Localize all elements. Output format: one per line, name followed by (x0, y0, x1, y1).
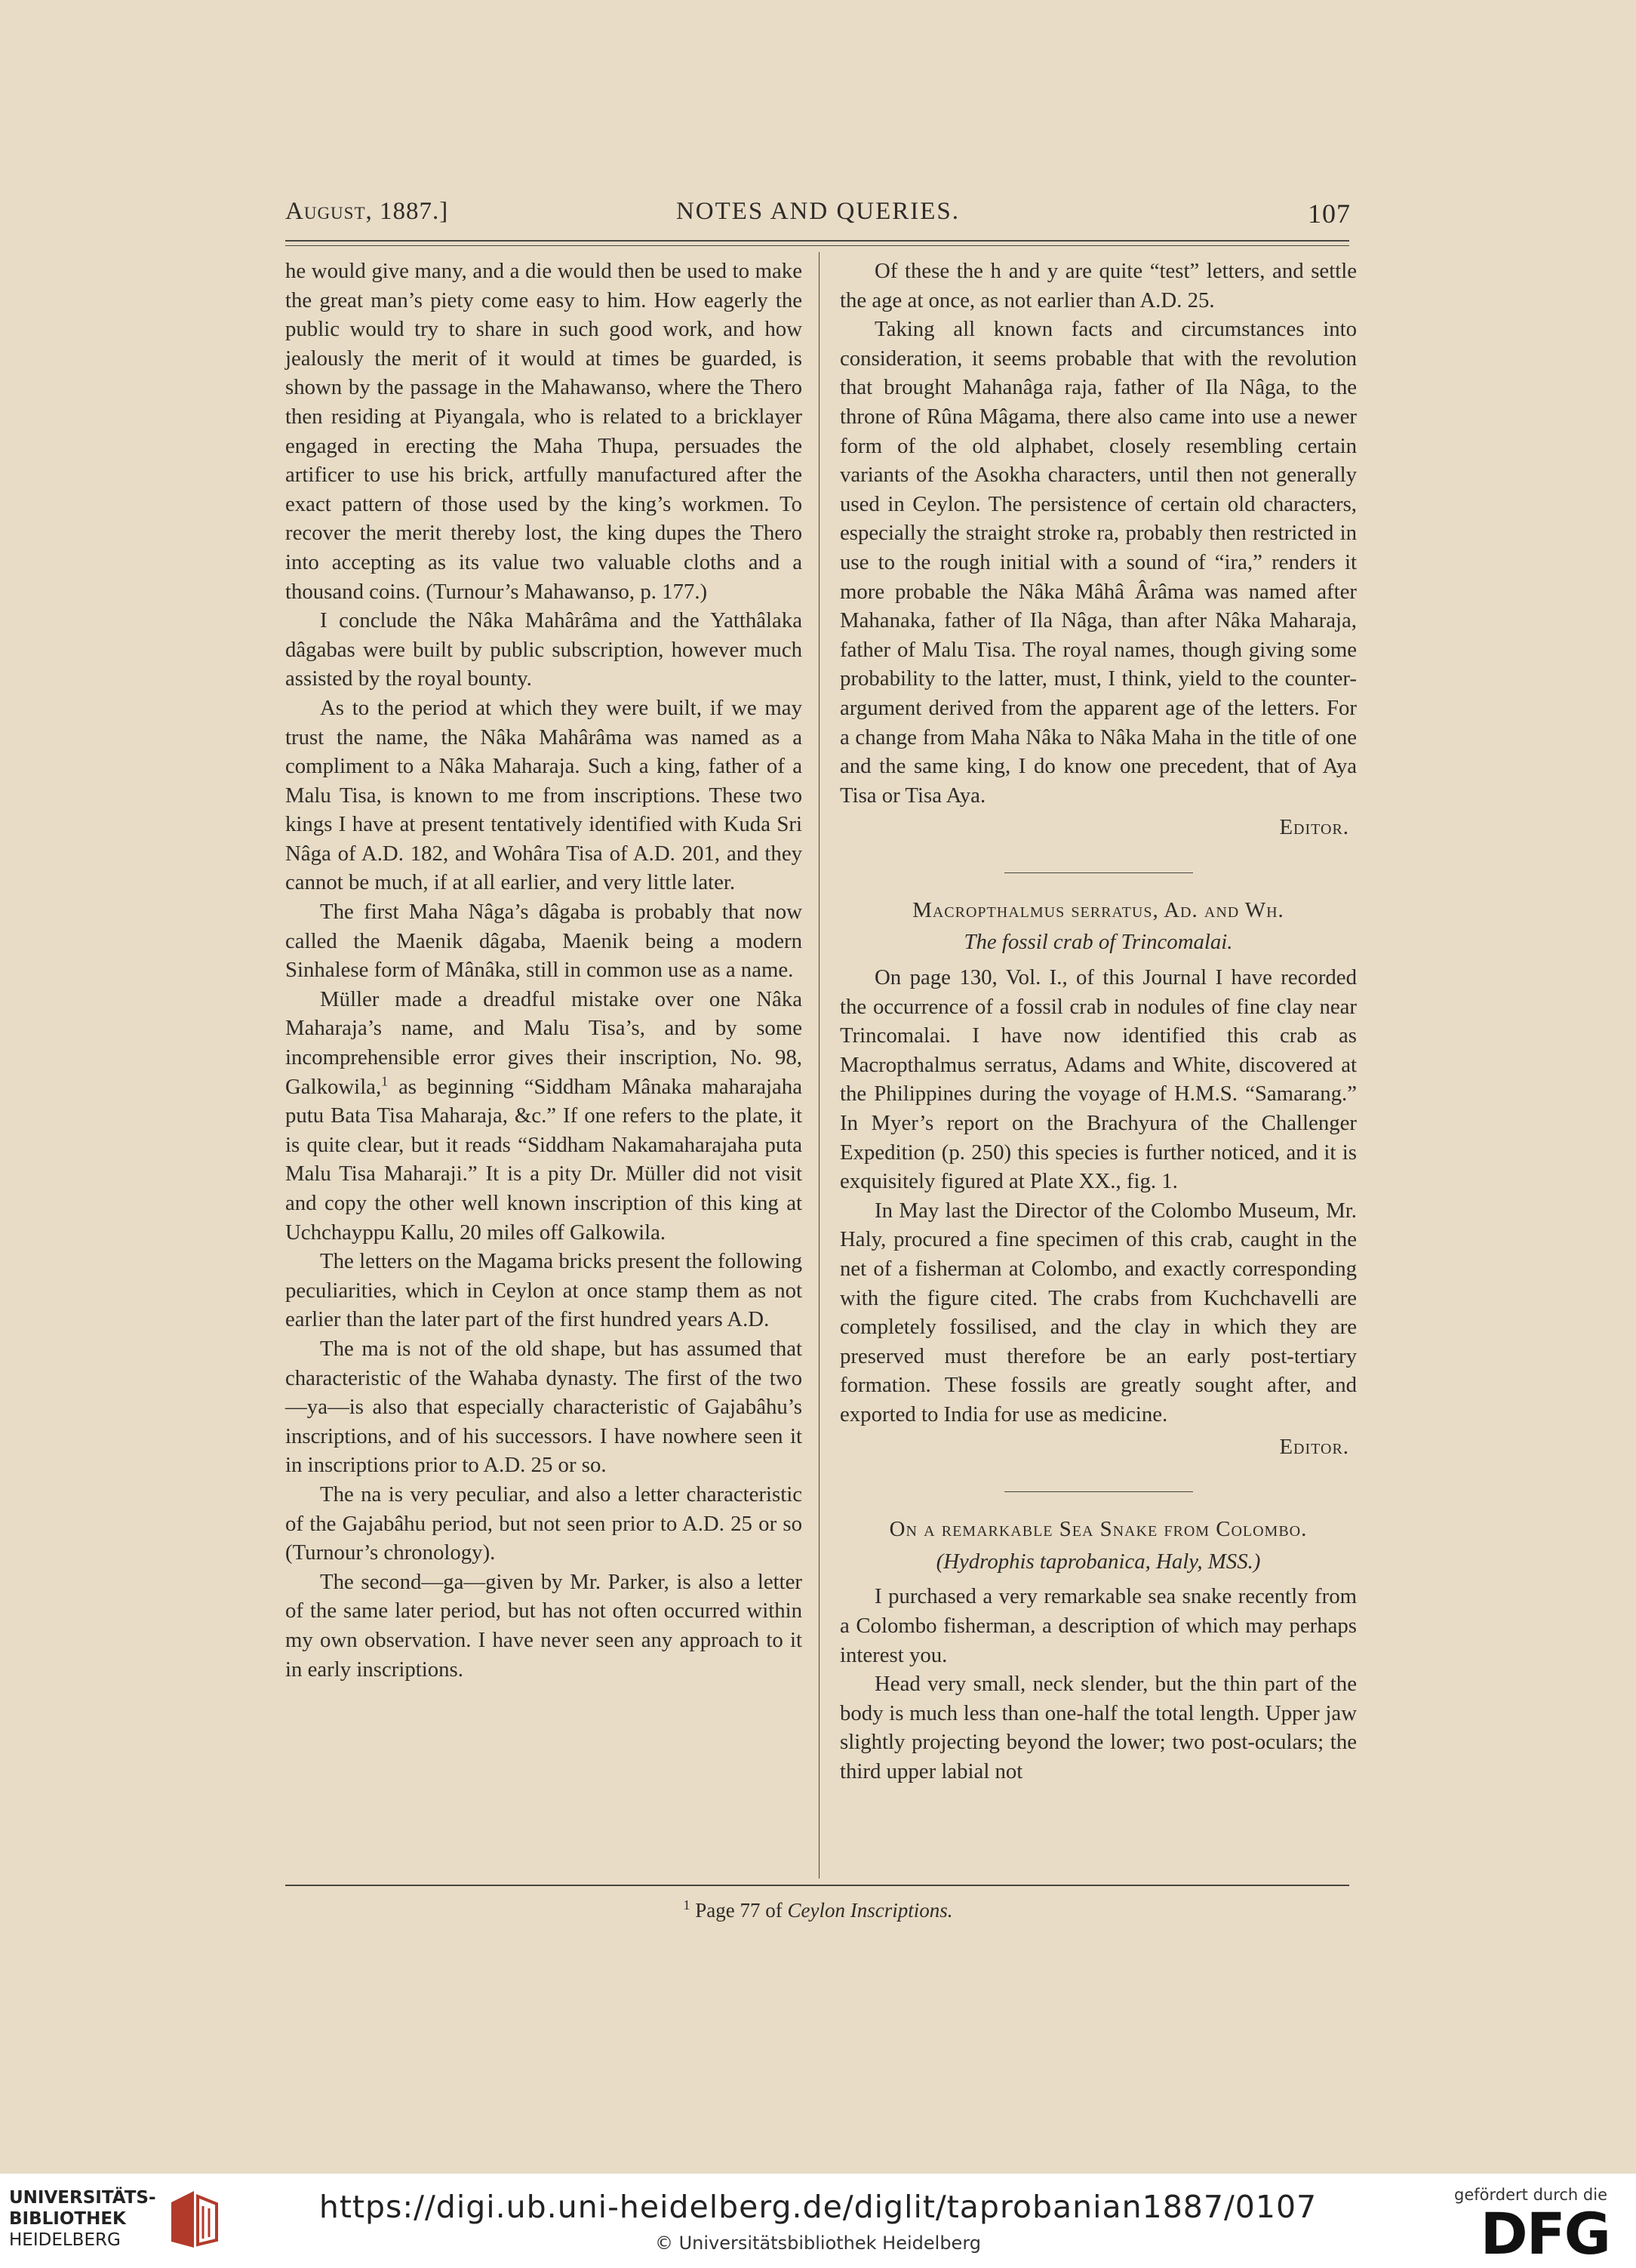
paragraph: The letters on the Magama bricks present the following peculiarities, which in Ceylon at once stamp them as not earlier than the later part of the first hundred years A.D. (285, 1249, 802, 1332)
footnote (0, 1899, 1636, 1922)
article-subtitle: The fossil crab of Trincomalai. (964, 930, 1233, 955)
footnote-text: Page 77 of (695, 1899, 788, 1922)
paragraph: The na is very peculiar, and also a letter characteristic of the Gajabâhu period, but not seen prior to A.D. 25 or so (Turnour’s chronology). (285, 1482, 802, 1565)
paragraph: The ma is not of the old shape, but has assumed that characteristic of the Wahaba dynasty. The first of the two—ya—is also that especially characteristic of Gajabâhu’s inscriptions, and of his successors. I have nowhere seen it in inscriptions prior to A.D. 25 or so. (285, 1336, 802, 1478)
library-name-line: UNIVERSITÄTS- (9, 2188, 156, 2208)
footnote-source: Ceylon Inscriptions. (787, 1899, 953, 1922)
copyright-notice: © Universitätsbibliothek Heidelberg (654, 2233, 981, 2254)
article-title: Macropthalmus serratus, Ad. and Wh. (912, 897, 1284, 922)
paragraph-with-footnote (285, 985, 802, 1247)
running-header-date: August, 1887.] (285, 198, 449, 225)
paragraph: As to the period at which they were built, if we may trust the name, the Nâka Mahârâma was named as a compliment to a Nâka Maharaja. Such a king, father of a Malu Tisa, is known to me from inscriptions. These two kings I have at present tentatively identified with Kuda Sri Nâga of A.D. 182, and Wohâra Tisa of A.D. 201, and they cannot be much, if at all earlier, and very little later. (285, 695, 802, 895)
funding-caption: gefördert durch die (1454, 2186, 1607, 2204)
article-subtitle: (Hydrophis taprobanica, Haly, MSS.) (936, 1549, 1261, 1574)
paragraph: On page 130, Vol. I., of this Journal I have recorded the occurrence of a fossil crab in nodules of fine clay near Trincomalai. I have now identified this crab as Macropthalmus serratus, Adams and White, discovered at the Philippines during the voyage of H.M.S. “Samarang.” In Myer’s report on the Brachyura of the Challenger Expedition (p. 250) this species is further noticed, and it is exquisitely figured at Plate XX., fig. 1. (840, 965, 1357, 1194)
paragraph: The first Maha Nâga’s dâgaba is probably that now called the Maenik dâgaba, Maenik being a modern Sinhalese form of Mânâka, still in common use as a name. (285, 900, 802, 983)
header-rule-thin (285, 245, 1349, 246)
right-column (840, 257, 1357, 1786)
paragraph-text: as beginning “Siddham Mânaka maharajaha putu Bata Tisa Maharaja, &c.” If one refers to the plate, it is quite clear, but it reads “Siddham Nakamaharajaha puta Malu Tisa Maharaji.” It is a pity Dr. Müller did not visit and copy the other well known inscription of this king at Uchchayppu Kallu, 20 miles off Galkowila. (285, 1074, 802, 1245)
article-title: On a remarkable Sea Snake from Colombo. (889, 1517, 1308, 1542)
digitization-footer (0, 2174, 1636, 2268)
footnote-rule (285, 1885, 1349, 1886)
paragraph-text: Müller made a dreadful mistake over one Nâka Maharaja’s name, and Malu Tisa’s, and by some incomprehensible error gives their inscription, No. 98, Galkowila, (285, 986, 802, 1099)
editor-signature: Editor. (1279, 1434, 1349, 1459)
section-separator (1004, 872, 1193, 873)
footnote-marker: 1 (381, 1073, 389, 1089)
paragraph: I purchased a very remarkable sea snake recently from a Colombo fisherman, a description of which may perhaps interest you. (840, 1584, 1357, 1667)
paragraph: I conclude the Nâka Mahârâma and the Yatthâlaka dâgabas were built by public subscription, however much assisted by the royal bounty. (285, 608, 802, 691)
paragraph: Of these the h and y are quite “test” letters, and settle the age at once, as not earlier than A.D. 25. (840, 259, 1357, 312)
left-column (285, 257, 802, 1684)
footnote-marker: 1 (683, 1897, 690, 1913)
permalink-url[interactable]: https://digi.ub.uni-heidelberg.de/diglit/taprobanian1887/0107 (318, 2189, 1318, 2225)
paragraph: he would give many, and a die would then be used to make the great man’s piety come easy to him. How eagerly the public would try to share in such good work, and how jealously the merit of it would at times be guarded, is shown by the passage in the Mahawanso, where the Thero then residing at Piyangala, who is related to a bricklayer engaged in erecting the Maha Thupa, persuades the artificer to use his brick, artfully manufactured after the exact pattern of those used by the king’s workmen. To recover the merit thereby lost, the king dupes the Thero into accepting as its value two valuable cloths and a thousand coins. (Turnour’s Mahawanso, p. 177.) (285, 259, 802, 604)
section-separator (1004, 1491, 1193, 1492)
page-number: 107 (1308, 198, 1351, 229)
header-rule (285, 240, 1349, 242)
column-divider (819, 252, 820, 1879)
library-name-line: BIBLIOTHEK (9, 2209, 126, 2229)
editor-signature: Editor. (1279, 815, 1349, 840)
paragraph: In May last the Director of the Colombo Museum, Mr. Haly, procured a fine specimen of this crab, caught in the net of a fisherman at Colombo, and exactly corresponding with the figure cited. The crabs from Kuchchavelli are completely fossilised, and the clay in which they are preserved must therefore be an early post-tertiary formation. These fossils are greatly sought after, and exported to India for use as medicine. (840, 1198, 1357, 1426)
paragraph: The second—ga—given by Mr. Parker, is also a letter of the same later period, but has not often occurred within my own observation. I have never seen any approach to it in early inscriptions. (285, 1569, 802, 1682)
paragraph: Head very small, neck slender, but the thin part of the body is much less than one-half the total length. Upper jaw slightly projecting beyond the lower; two post-oculars; the third upper labial not (840, 1672, 1357, 1783)
running-header-title: NOTES AND QUERIES. (675, 198, 961, 225)
dfg-logo: DFG (1480, 2200, 1610, 2267)
library-name-line: HEIDELBERG (9, 2230, 121, 2250)
paragraph: Taking all known facts and circumstances into consideration, it seems probable that with the revolution that brought Mahanâga raja, father of Ila Nâga, to the throne of Rûna Mâgama, there also came into use a newer form of the old alphabet, closely resembling certain variants of the Asokha characters, until then not generally used in Ceylon. The persistence of certain old characters, especially the straight stroke ra, probably then restricted in use to the rough initial with a sound of “ira,” renders it more probable the Nâka Mâhâ Ârâma was named after Mahanaka, father of Ila Nâga, than after Nâka Maharaja, father of Malu Tisa. The royal names, though giving some probability to the latter, must, I think, yield to the counter-argument derived from the apparent age of the letters. For a change from Maha Nâka to Nâka Maha in the title of one and the same king, I do know one precedent, that of Aya Tisa or Tisa Aya. (840, 317, 1357, 808)
